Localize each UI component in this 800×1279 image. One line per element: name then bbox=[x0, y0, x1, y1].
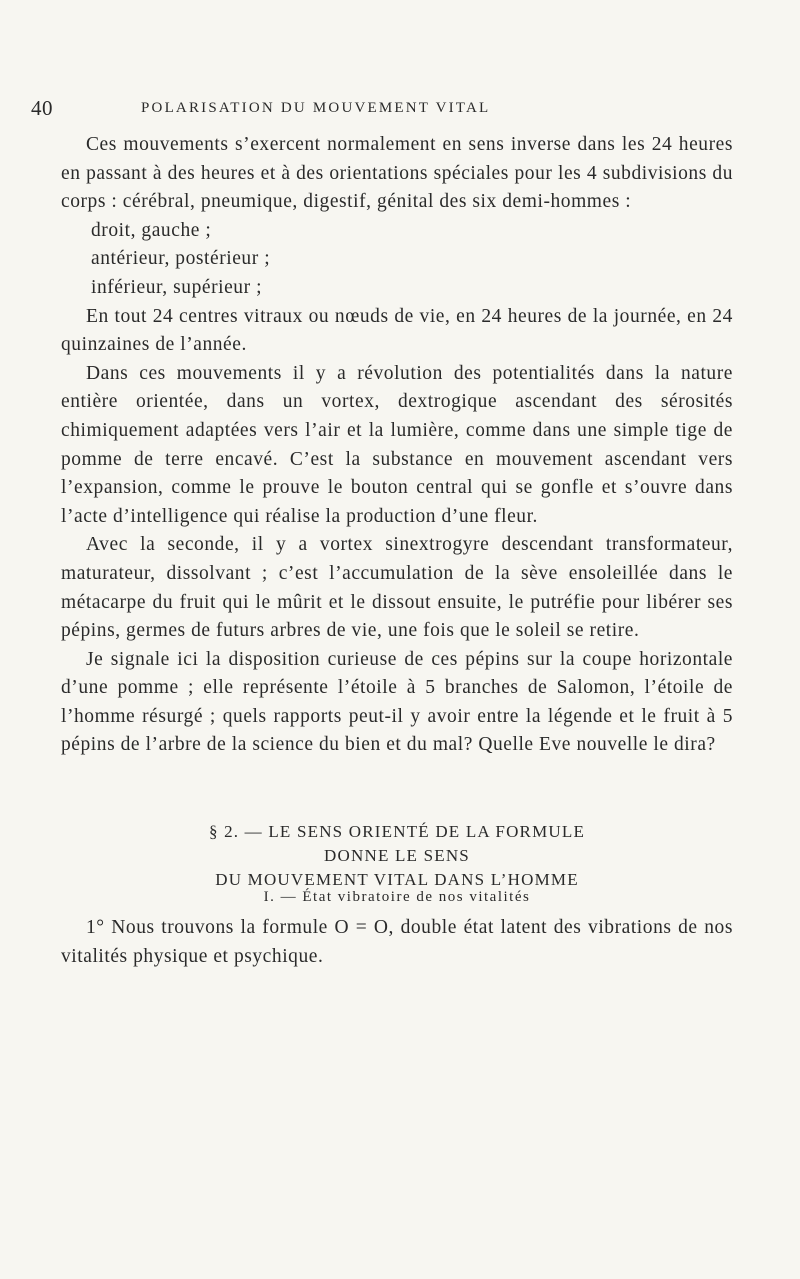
main-text bbox=[61, 131, 733, 760]
section-heading-line: DONNE LE SENS bbox=[324, 846, 470, 865]
list-item: antérieur, postérieur ; bbox=[91, 248, 271, 270]
list-item: inférieur, supérieur ; bbox=[91, 276, 263, 298]
running-head: POLARISATION DU MOUVEMENT VITAL bbox=[141, 100, 491, 116]
list-item: droit, gauche ; bbox=[91, 219, 212, 241]
paragraph: Je signale ici la disposition curieuse de ces pépins sur la coupe horizontale d’une pomme ; elle représente l’étoile à 5 branches de Salomon, l’étoile de l’homme résurgé ; quels rapports peut-il y avoir entre la légende et le fruit à 5 pépins de l’arbre de la science du bien et du mal? Quelle Eve nouvelle le dira? bbox=[61, 648, 733, 756]
paragraph: En tout 24 centres vitraux ou nœuds de vie, en 24 heures de la journée, en 24 quinzaines de l’année. bbox=[61, 305, 733, 356]
subheading: I. — État vibratoire de nos vitalités bbox=[263, 889, 531, 905]
section-heading-line: § 2. — LE SENS ORIENTÉ DE LA FORMULE bbox=[208, 822, 586, 841]
paragraph: Avec la seconde, il y a vortex sinextrogyre descendant transformateur, maturateur, dissolvant ; c’est l’accumulation de la sève ensoleillée dans le métacarpe du fruit qui le mûrit et le dissout ensuite, le putréfie pour libérer ses pépins, germes de futurs arbres de vie, une fois que le soleil se retire. bbox=[61, 534, 733, 642]
page-number: 40 bbox=[31, 96, 53, 120]
page-header bbox=[31, 96, 731, 118]
section-heading-line: DU MOUVEMENT VITAL DANS L’HOMME bbox=[215, 870, 579, 889]
final-text bbox=[61, 914, 733, 971]
paragraph: 1° Nous trouvons la formule O = O, double état latent des vibrations de nos vitalités physique et psychique. bbox=[61, 917, 733, 967]
section-heading bbox=[61, 820, 733, 892]
paragraph: Dans ces mouvements il y a révolution des potentialités dans la nature entière orientée, dans un vortex, dextrogique ascendant des sérosités chimiquement adaptées vers l’air et la lumière, comme dans une simple tige de pomme de terre encavé. C’est la substance en mouvement ascendant vers l’expansion, comme le prouve le bouton central qui se gonfle et s’ouvre dans l’acte d’intelligence qui réalise la production d’une fleur. bbox=[61, 362, 733, 527]
paragraph: Ces mouvements s’exercent normalement en sens inverse dans les 24 heures en passant à des heures et à des orientations spéciales pour les 4 subdivisions du corps : cérébral, pneumique, digestif, génital des six demi-hommes : bbox=[61, 134, 733, 213]
